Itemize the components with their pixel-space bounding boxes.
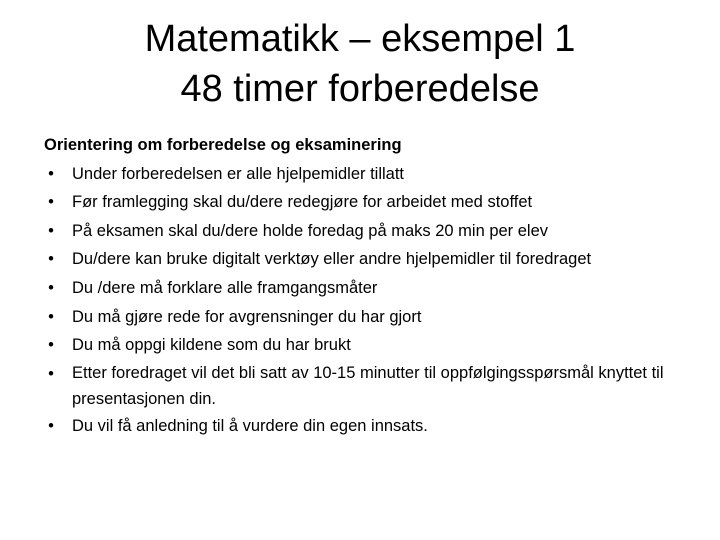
bullet-icon: • xyxy=(48,416,54,435)
list-item xyxy=(44,188,694,217)
list-item-text: Du /dere må forklare alle framgangsmåter xyxy=(72,278,378,297)
list-item xyxy=(44,412,694,441)
bullet-icon: • xyxy=(48,193,54,212)
section-heading: Orientering om forberedelse og eksaminering xyxy=(44,136,402,154)
list-item xyxy=(44,274,694,303)
list-item xyxy=(44,217,694,246)
list-item-text: Før framlegging skal du/dere redegjøre for arbeidet med stoffet xyxy=(72,193,533,212)
list-item xyxy=(44,303,694,332)
slide-body xyxy=(44,131,694,440)
bullet-icon: • xyxy=(48,307,54,326)
list-item xyxy=(44,245,694,274)
slide-title xyxy=(60,14,660,114)
bullet-icon: • xyxy=(48,221,54,240)
list-item xyxy=(44,331,694,360)
list-item-text: Du må gjøre rede for avgrensninger du har gjort xyxy=(72,307,422,326)
bullet-icon: • xyxy=(48,364,54,383)
list-item-text: Du vil få anledning til å vurdere din egen innsats. xyxy=(72,416,428,435)
title-line-2: 48 timer forberedelse xyxy=(180,68,540,110)
bullet-icon: • xyxy=(48,250,54,269)
list-item xyxy=(44,360,694,412)
bullet-icon: • xyxy=(48,164,54,183)
list-item-text: Du/dere kan bruke digitalt verktøy eller andre hjelpemidler til foredraget xyxy=(72,250,592,269)
list-item xyxy=(44,160,694,189)
title-line-1: Matematikk – eksempel 1 xyxy=(144,18,576,60)
bullet-icon: • xyxy=(48,278,54,297)
list-item-text: Under forberedelsen er alle hjelpemidler tillatt xyxy=(72,164,405,183)
list-item-text: Du må oppgi kildene som du har brukt xyxy=(72,336,351,355)
bullet-list xyxy=(44,160,694,441)
list-item-text: På eksamen skal du/dere holde foredag på maks 20 min per elev xyxy=(72,221,549,240)
bullet-icon: • xyxy=(48,336,54,355)
list-item-text: Etter foredraget vil det bli satt av 10-15 minutter til oppfølgingsspørsmål knyttet til presentasjonen din. xyxy=(72,363,664,408)
